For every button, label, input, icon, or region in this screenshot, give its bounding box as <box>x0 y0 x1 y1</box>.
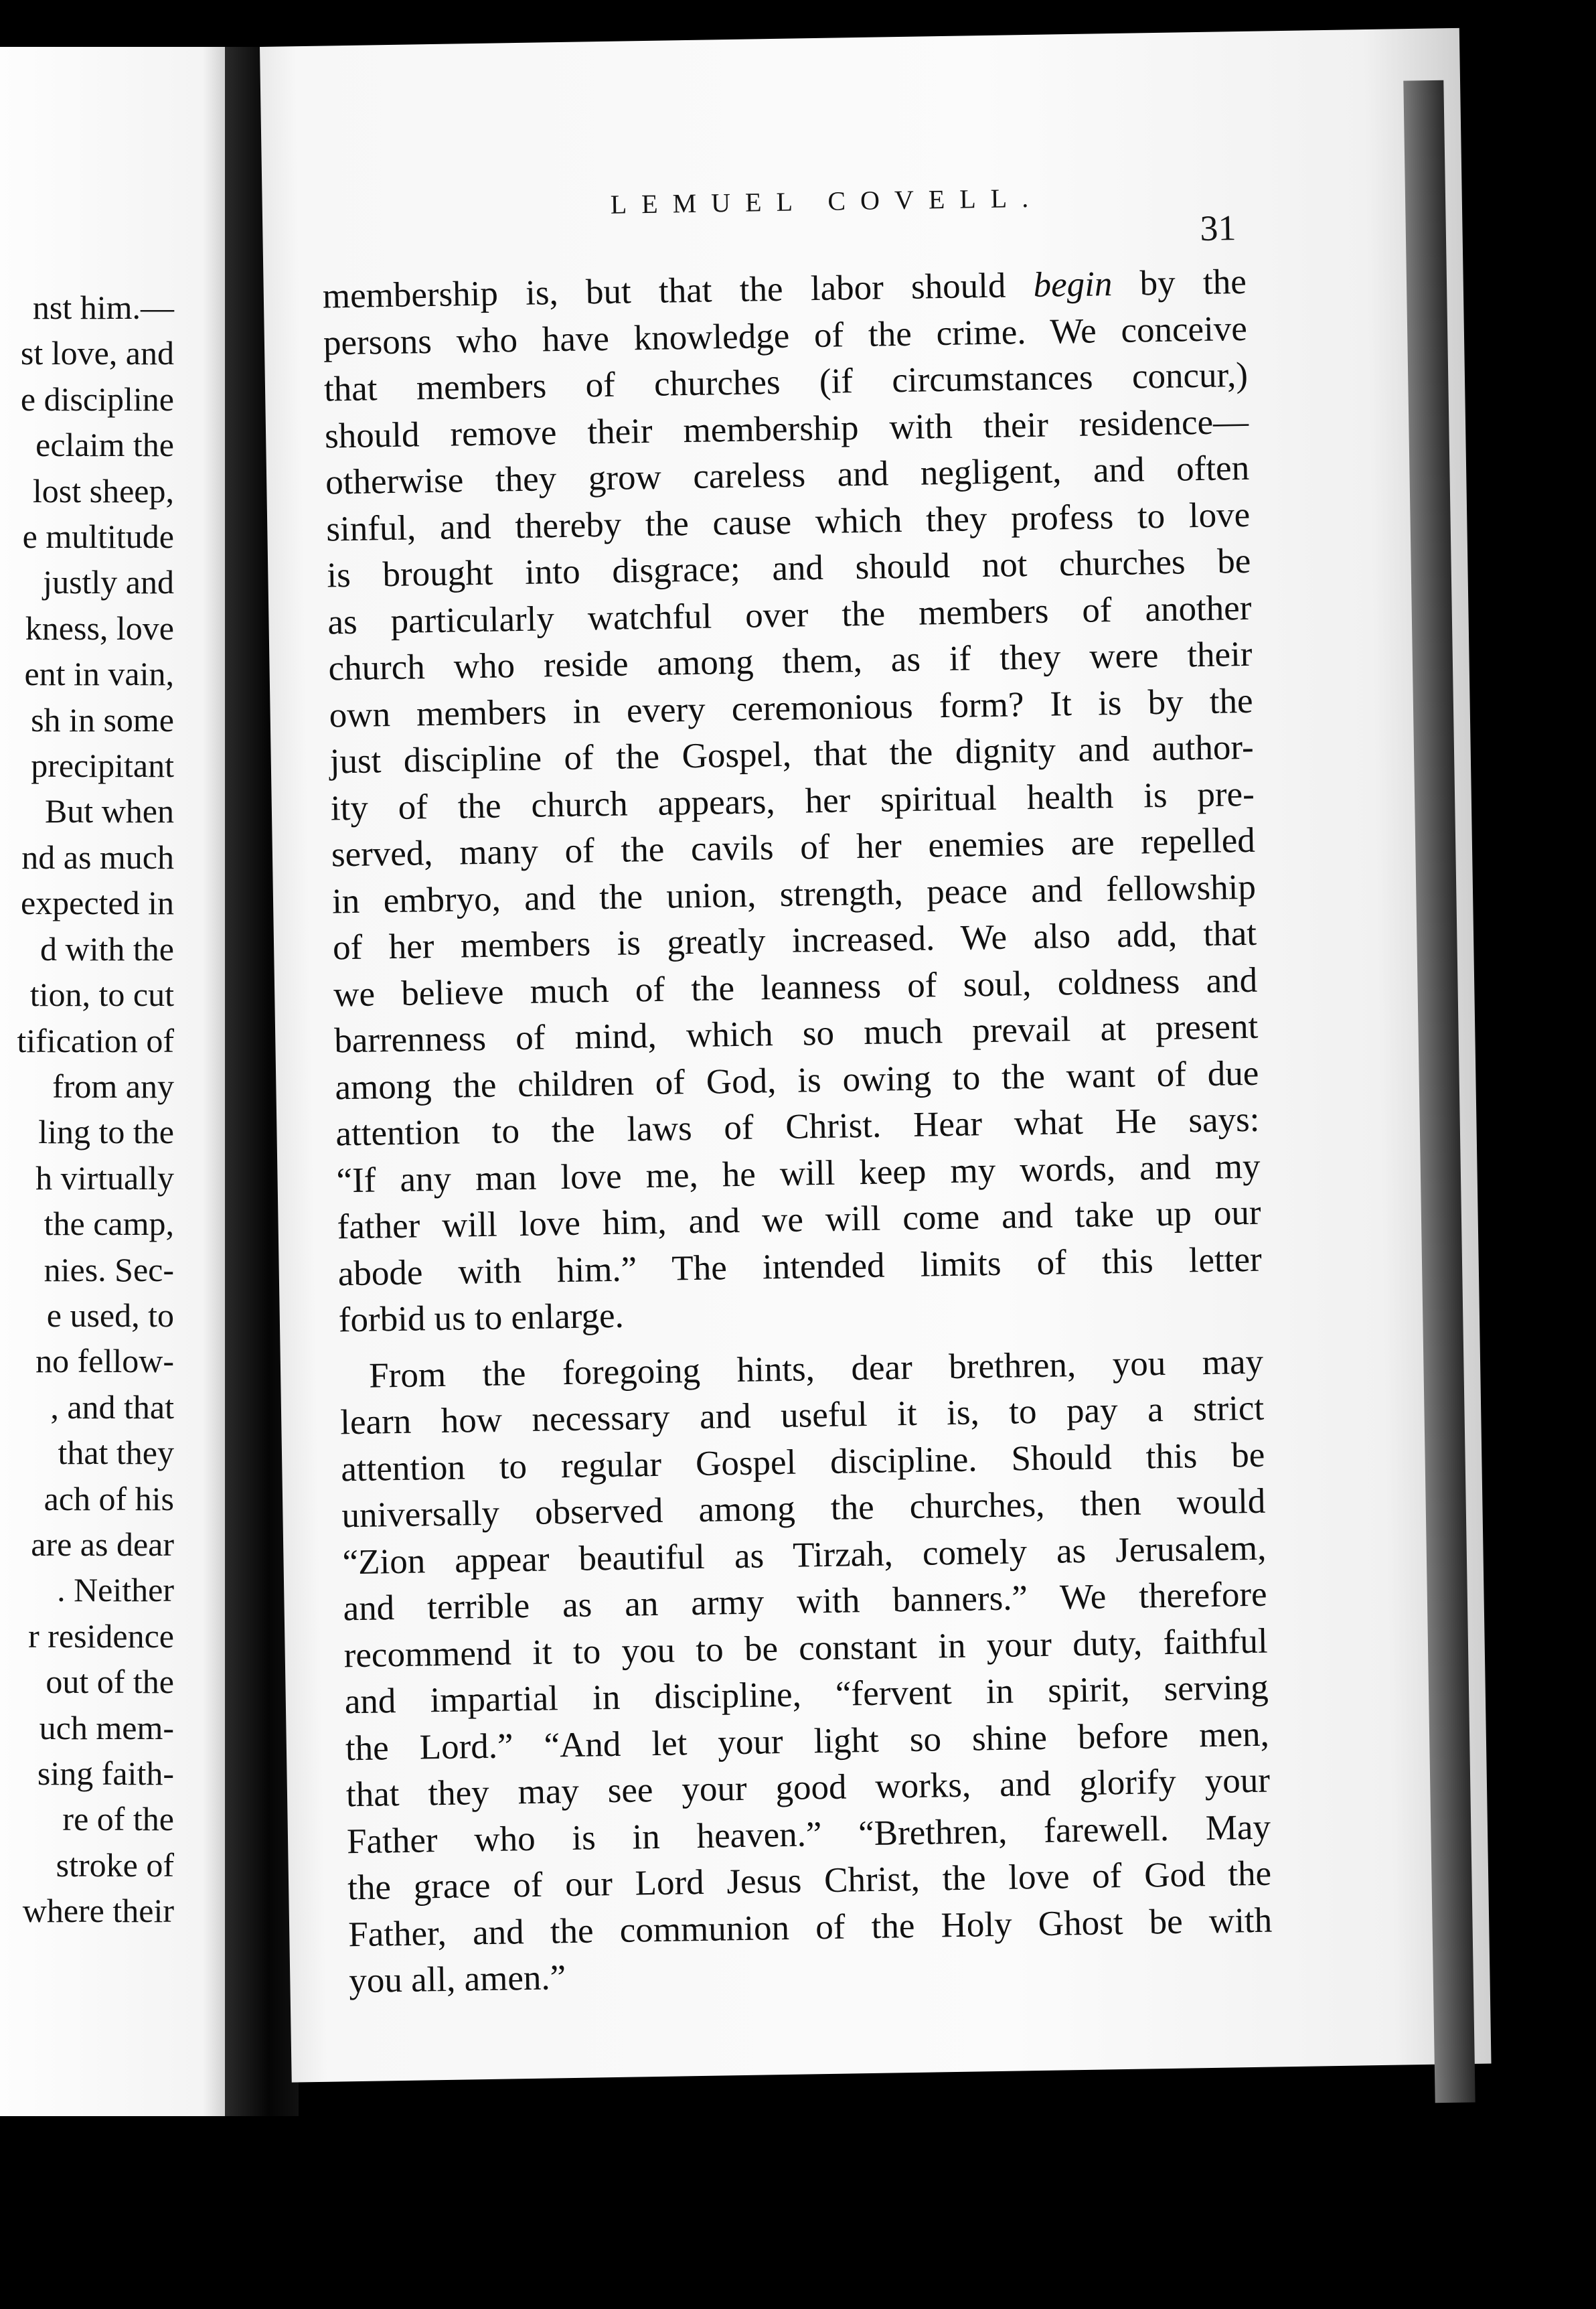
left-page-line: e multitude <box>22 518 174 556</box>
left-page-line: nd as much <box>21 838 174 876</box>
emphasis: begin <box>1033 265 1113 305</box>
text-line: Father who is in heaven.” “Brethren, farewell. May <box>346 1807 1271 1861</box>
left-page-line: from any <box>52 1067 174 1105</box>
text-line: abode with him.” The intended limits of this letter <box>337 1240 1263 1293</box>
text-line: we believe much of the leanness of soul, coldness and <box>333 960 1258 1014</box>
left-page-line: nies. Sec- <box>44 1250 174 1288</box>
left-page-line: re of the <box>62 1800 174 1838</box>
text-line: church who reside among them, as if they were their <box>328 634 1253 688</box>
left-page-line: that they <box>58 1434 174 1472</box>
text-line: forbid us to enlarge. <box>338 1296 625 1340</box>
left-page-line: sh in some <box>31 700 174 739</box>
left-page-line: ling to the <box>38 1113 174 1151</box>
left-page-line: r residence <box>28 1617 174 1655</box>
text-line: otherwise they grow careless and negligent, and often <box>325 448 1250 502</box>
text-line: attention to regular Gospel discipline. Should this be <box>340 1435 1265 1489</box>
running-head: LEMUEL COVELL. <box>610 182 1044 220</box>
text-line: is brought into disgrace; and should not churches be <box>326 541 1251 595</box>
text-line: among the children of God, is owing to the want of due <box>334 1053 1259 1107</box>
left-page-line: uch mem- <box>39 1708 174 1746</box>
left-page-line: eclaim the <box>35 426 174 464</box>
left-page-line: stroke of <box>56 1846 174 1884</box>
text-line: Father, and the communion of the Holy Ghost be with <box>347 1901 1273 1954</box>
left-page-line: e discipline <box>20 380 174 418</box>
text-line: From the foregoing hints, dear brethren, you may <box>368 1342 1264 1396</box>
right-page <box>260 28 1492 2083</box>
text-line: sinful, and thereby the cause which they profess to love <box>325 495 1251 549</box>
left-page-line: . Neither <box>57 1571 174 1609</box>
left-page-line: But when <box>44 792 174 830</box>
text-line: and impartial in discipline, “fervent in spirit, serving <box>344 1667 1269 1722</box>
left-page-line: , and that <box>50 1388 174 1426</box>
text-line: attention to the laws of Christ. Hear what He says: <box>335 1100 1260 1154</box>
left-page-line: ent in vain, <box>24 655 174 693</box>
text-line: in embryo, and the union, strength, peace and fellowship <box>331 867 1257 921</box>
text-line: “If any man love me, he will keep my words, and my <box>336 1146 1261 1200</box>
left-page-line: the camp, <box>44 1205 174 1243</box>
text-line: served, many of the cavils of her enemies are repelled <box>331 820 1256 875</box>
left-page-line: st love, and <box>20 334 174 372</box>
text-line: that they may see your good works, and glorify your <box>345 1761 1271 1815</box>
left-page-line: e used, to <box>46 1296 174 1334</box>
text-line: just discipline of the Gospel, that the dignity and author- <box>329 727 1255 781</box>
text-line: of her members is greatly increased. We also add, that <box>332 913 1257 968</box>
left-page-line: nst him.— <box>32 289 174 326</box>
text-line: universally observed among the churches, then would <box>341 1481 1266 1536</box>
left-page-line: where their <box>22 1892 174 1930</box>
text-line: barrenness of mind, which so much prevail at present <box>333 1007 1259 1061</box>
page-number: 31 <box>1199 208 1236 248</box>
text-line: father will love him, and we will come and take up our <box>337 1193 1261 1247</box>
text-segment: membership is, but that the labor should <box>322 265 1034 316</box>
left-page-line: kness, love <box>25 609 174 647</box>
text-line: that members of churches (if circumstances concur,) <box>323 355 1249 409</box>
text-line: as particularly watchful over the members of another <box>327 588 1252 642</box>
text-line: the Lord.” “And let your light so shine before men, <box>345 1714 1270 1768</box>
body-text <box>322 259 1273 2005</box>
left-page-line: sing faith- <box>37 1755 174 1792</box>
text-line: you all, amen.” <box>348 1958 566 2001</box>
text-line: persons who have knowledge of the crime. We conceive <box>323 309 1248 363</box>
left-page-line: tion, to cut <box>29 976 174 1014</box>
left-page-line: d with the <box>40 929 174 968</box>
left-page-line: tification of <box>17 1021 174 1059</box>
left-page-line: out of the <box>46 1663 174 1701</box>
left-page <box>0 47 238 2116</box>
text-line: should remove their membership with their residence— <box>324 402 1249 456</box>
text-line: recommend it to you to be constant in your duty, faithful <box>343 1621 1269 1675</box>
left-page-line: no fellow- <box>35 1342 174 1380</box>
left-page-line: justly and <box>43 563 174 601</box>
left-page-line: h virtually <box>35 1159 174 1197</box>
left-page-text <box>17 285 174 1934</box>
left-page-line: precipitant <box>31 747 174 785</box>
left-page-line: are as dear <box>31 1525 174 1563</box>
text-line: and terrible as an army with banners.” We therefore <box>343 1574 1267 1629</box>
text-segment: by the <box>1111 262 1247 304</box>
left-page-line: expected in <box>20 884 174 922</box>
text-line: ity of the church appears, her spiritual health is pre- <box>330 774 1255 828</box>
text-line: own members in every ceremonious form? It is by the <box>329 681 1253 735</box>
left-page-line: lost sheep, <box>32 471 174 510</box>
text-line: “Zion appear beautiful as Tirzah, comely as Jerusalem, <box>342 1528 1267 1582</box>
text-line: the grace of our Lord Jesus Christ, the love of God the <box>347 1854 1272 1908</box>
left-page-line: ach of his <box>44 1479 174 1517</box>
text-line: learn how necessary and useful it is, to pay a strict <box>339 1388 1265 1442</box>
